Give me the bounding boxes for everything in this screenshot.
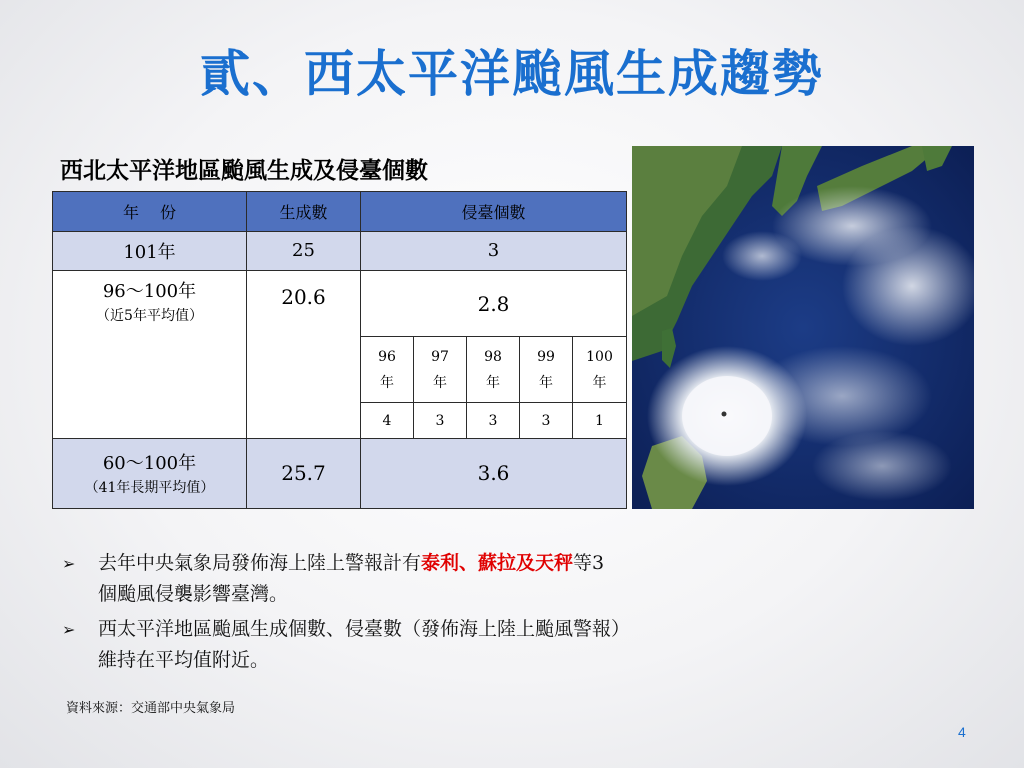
table-row [53,271,627,337]
table-caption: 西北太平洋地區颱風生成及侵臺個數 [60,157,428,184]
table-header-row [53,192,627,232]
row-label: 101年 [53,231,247,271]
row-label: 60～100年 [102,453,197,475]
formed-value: 25.7 [247,438,361,508]
slide-title: 貳、西太平洋颱風生成趨勢 [200,45,824,103]
typhoon-names: 泰利、蘇拉及天秤 [421,552,574,574]
row-note: （41年長期平均值） [84,480,215,497]
year-cell: 99 年 [520,337,573,403]
arrow-bullet-icon: ➢ [62,554,76,573]
table-row [53,231,627,271]
bullet-item [62,548,622,610]
landfall-value: 2.8 [361,271,627,337]
table-row [53,438,627,508]
year-count: 1 [573,403,627,439]
satellite-typhoon-graphic [632,146,974,509]
source-note: 資料來源：交通部中央氣象局 [66,701,236,716]
row-note: （近5年平均值） [96,308,203,325]
formed-value: 25 [247,231,361,271]
landfall-value: 3 [361,231,627,271]
formed-value: 20.6 [247,271,361,439]
year-count: 3 [414,403,467,439]
satellite-image [632,146,974,509]
arrow-bullet-icon: ➢ [62,620,76,639]
row-label-cell [53,438,247,508]
bullet-text: 等3個颱風侵襲影響臺灣。 [98,552,605,605]
year-count: 3 [520,403,573,439]
year-count: 4 [361,403,414,439]
header-year: 年 份 [53,192,247,232]
bullet-text: 去年中央氣象局發佈海上陸上警報計有 [98,552,422,574]
typhoon-stats-table [52,191,627,509]
row-label: 96～100年 [102,281,197,303]
row-label-cell [53,271,247,439]
header-landfall: 侵臺個數 [361,192,627,232]
bullet-text: 西太平洋地區颱風生成個數、侵臺數（發佈海上陸上颱風警報）維持在平均值附近。 [98,618,621,671]
year-cell: 97 年 [414,337,467,403]
bullet-item [62,614,622,676]
year-count: 3 [467,403,520,439]
year-cell: 96 年 [361,337,414,403]
header-formed: 生成數 [247,192,361,232]
bullet-list [62,548,622,680]
year-cell: 100 年 [573,337,627,403]
page-number: 4 [958,724,966,740]
landfall-value: 3.6 [361,438,627,508]
year-cell: 98 年 [467,337,520,403]
